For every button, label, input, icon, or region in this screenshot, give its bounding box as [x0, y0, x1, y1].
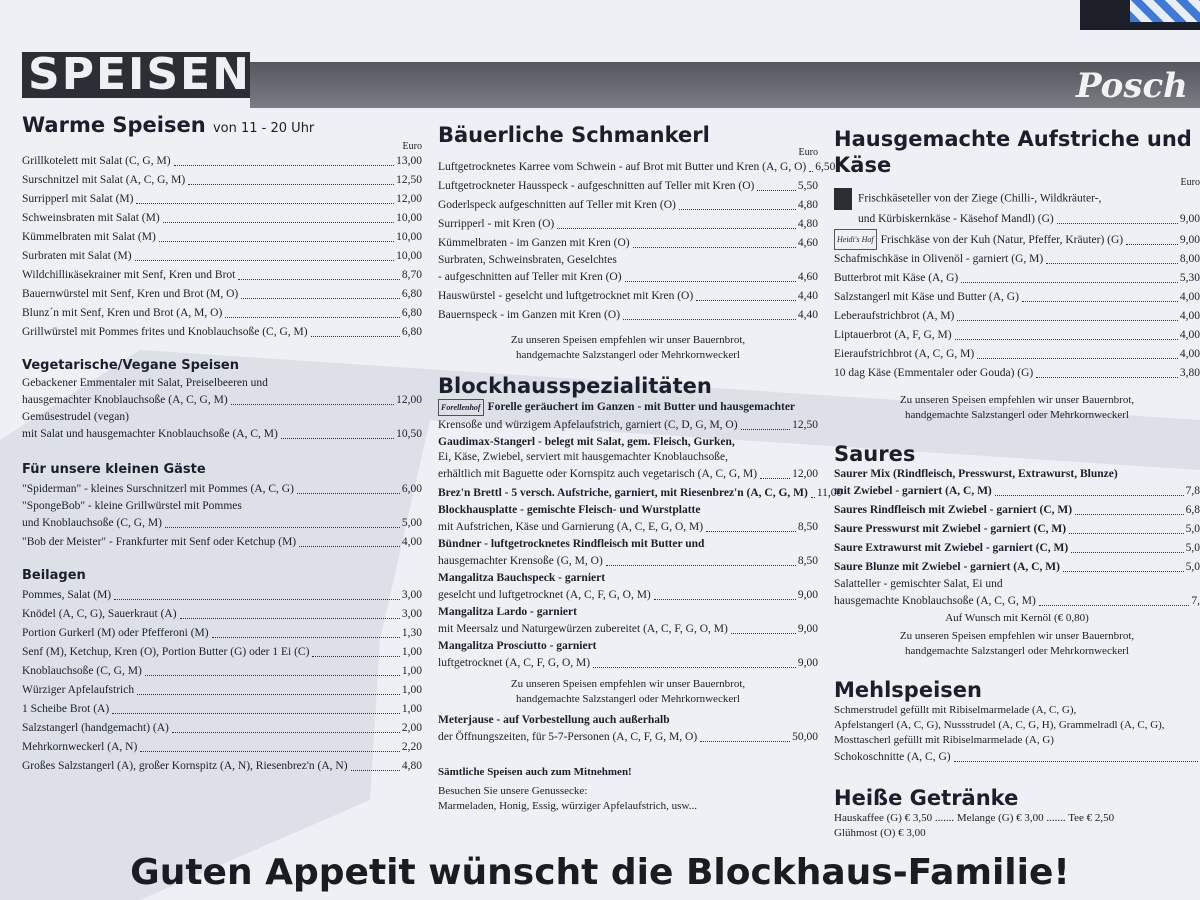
- section-title-getraenke: Heiße Getränke: [834, 786, 1019, 810]
- menu-item: luftgetrocknet (A, C, F, G, O, M) 9,00: [438, 657, 818, 669]
- menu-item: Brez'n Brettl - 5 versch. Aufstriche, garniert, mit Riesenbrez'n (A, C, G, M) 11,00: [438, 487, 843, 499]
- menu-item: mit Aufstrichen, Käse und Garnierung (A, C, E, G, O, M) 8,50: [438, 521, 818, 533]
- menu-item: 10 dag Käse (Emmentaler oder Gouda) (G) 3,80: [834, 367, 1200, 379]
- heidis-hof-logo: Heidi's Hof: [834, 229, 877, 250]
- kernoel-note: Auf Wunsch mit Kernöl (€ 0,80): [945, 612, 1089, 624]
- menu-item: Knoblauchsoße (C, G, M) 1,00: [22, 665, 422, 677]
- menu-item: geselcht und luftgetrocknet (A, C, F, G, O, M) 9,00: [438, 589, 818, 601]
- menu-item-description: Bündner - luftgetrocknetes Rindfleisch mit Butter und: [438, 538, 705, 550]
- menu-item: hausgemachte Knoblauchsoße (A, C, G, M) 7,: [834, 595, 1200, 607]
- menu-item: mit Zwiebel - garniert (A, C, M) 7,8: [834, 485, 1200, 497]
- menu-item: Saures Rindfleisch mit Zwiebel - garniert (C, M) 6,8: [834, 504, 1200, 516]
- forelle-line: Forellenhof Forelle geräuchert im Ganzen - mit Butter und hausgemachter: [438, 399, 818, 416]
- flag-corner: [1130, 0, 1200, 22]
- menu-item: Würziger Apfelaufstrich 1,00: [22, 684, 422, 696]
- menu-item: Salzstangerl (handgemacht) (A) 2,00: [22, 722, 422, 734]
- mehlspeisen-line: Apfelstangerl (A, C, G), Nussstrudel (A, C, G, H), Grammelradl (A, C, G),: [834, 719, 1165, 731]
- menu-item: Mehrkornweckerl (A, N) 2,20: [22, 741, 422, 753]
- menu-item: und Kürbiskernkäse - Käsehof Mandl) (G) 9,00: [858, 213, 1200, 225]
- menu-item: Grillkotelett mit Salat (C, G, M) 13,00: [22, 155, 422, 167]
- menu-item: und Knoblauchsoße (C, G, M) 5,00: [22, 517, 422, 529]
- menu-item: Liptauerbrot (A, F, G, M) 4,00: [834, 329, 1200, 341]
- menu-item: Saure Extrawurst mit Zwiebel - garniert (C, M) 5,0: [834, 542, 1200, 554]
- menu-item: Krensoße und würzigem Apfelaufstrich, garniert (C, D, G, M, O) 12,50: [438, 419, 818, 431]
- aufstriche-list: [834, 250, 1200, 383]
- getraenke-line: Glühmost (O) € 3,00: [834, 827, 926, 839]
- menu-item: 1 Scheibe Brot (A) 1,00: [22, 703, 422, 715]
- unit-label-right: Euro: [1180, 177, 1200, 188]
- column-right: [834, 126, 1200, 841]
- menu-item-description: Mangalitza Prosciutto - garniert: [438, 640, 597, 652]
- takeaway-note: Sämtliche Speisen auch zum Mitnehmen!: [438, 766, 632, 778]
- column-left: [22, 112, 422, 776]
- schmankerl-list: [438, 158, 836, 325]
- warm-list: [22, 152, 422, 342]
- footer-slogan: Guten Appetit wünscht die Blockhaus-Familie!: [130, 852, 1070, 893]
- menu-item: "Spiderman" - kleines Surschnitzerl mit Pommes (A, C, G) 6,00: [22, 483, 422, 495]
- menu-item: Senf (M), Ketchup, Kren (O), Portion Butter (G) oder 1 Ei (C) 1,00: [22, 646, 422, 658]
- genussecke-note: Besuchen Sie unsere Genussecke:: [438, 785, 588, 797]
- saurer-mix-title: Saurer Mix (Rindfleisch, Presswurst, Extrawurst, Blunze): [834, 468, 1118, 480]
- menu-item: Kümmelbraten mit Salat (M) 10,00: [22, 231, 422, 243]
- section-title-vegan: Vegetarische/Vegane Speisen: [22, 358, 240, 373]
- menu-item: Hauswürstel - geselcht und luftgetrocknet mit Kren (O) 4,40: [438, 290, 818, 302]
- genussecke-items: Marmeladen, Honig, Essig, würziger Apfelaufstrich, usw...: [438, 800, 697, 812]
- menu-item: Heidi's Hof Frischkäse von der Kuh (Natur, Pfeffer, Kräuter) (G) 9,00: [834, 229, 1200, 250]
- vegan-list: [22, 376, 422, 444]
- recommend-note: handgemachte Salzstangerl oder Mehrkornweckerl: [905, 645, 1129, 657]
- menu-item: Butterbrot mit Käse (A, G) 5,30: [834, 272, 1200, 284]
- menu-item: Salzstangerl mit Käse und Butter (A, G) 4,00: [834, 291, 1200, 303]
- section-title-aufstriche: Hausgemachte Aufstriche und Käse: [834, 127, 1192, 177]
- section-title-warm: Warme Speisen von 11 - 20 Uhr: [22, 113, 315, 137]
- beilagen-list: [22, 586, 422, 776]
- menu-item: Luftgetrocknetes Karree vom Schwein - auf Brot mit Butter und Kren (A, G, O) 6,50: [438, 161, 836, 173]
- recommend-note: Zu unseren Speisen empfehlen wir unser Bauernbrot,: [899, 630, 1135, 642]
- menu-item: hausgemachter Krensoße (G, M, O) 8,50: [438, 555, 818, 567]
- menu-item: Grillwürstel mit Pommes frites und Knoblauchsoße (C, G, M) 6,80: [22, 326, 422, 338]
- menu-item: Saure Blunze mit Zwiebel - garniert (A, C, M) 5,0: [834, 561, 1200, 573]
- saures-list: [834, 501, 1200, 577]
- menu-item: Kümmelbraten - im Ganzen mit Kren (O) 4,60: [438, 237, 818, 249]
- menu-item: Großes Salzstangerl (A), großer Kornspitz (A, N), Riesenbrez'n (A, N) 4,80: [22, 760, 422, 772]
- menu-item: hausgemachter Knoblauchsoße (A, C, G, M) 12,00: [22, 394, 422, 406]
- menu-item: mit Salat und hausgemachter Knoblauchsoße (A, C, M) 10,50: [22, 428, 422, 440]
- menu-item-description: Surbraten, Schweinsbraten, Geselchtes: [438, 254, 617, 266]
- menu-item-description: Mangalitza Lardo - garniert: [438, 606, 577, 618]
- menu-item: Eieraufstrichbrot (A, C, G, M) 4,00: [834, 348, 1200, 360]
- mehlspeisen-line: Schmerstrudel gefüllt mit Ribiselmarmelade (A, C, G),: [834, 704, 1077, 716]
- recommend-note: Zu unseren Speisen empfehlen wir unser Bauernbrot,: [510, 678, 746, 690]
- section-title-schmankerl: Bäuerliche Schmankerl: [438, 123, 710, 147]
- menu-item-description: Mangalitza Bauchspeck - garniert: [438, 572, 606, 584]
- menu-item: Schokoschnitte (A, C, G): [834, 748, 1200, 767]
- recommend-note: handgemachte Salzstangerl oder Mehrkornweckerl: [905, 409, 1129, 421]
- menu-item: Schafmischkäse in Olivenöl - garniert (G, M) 8,00: [834, 253, 1200, 265]
- recommend-note: Zu unseren Speisen empfehlen wir unser Bauernbrot,: [899, 394, 1135, 406]
- menu-item-description: Blockhausplatte - gemischte Fleisch- und Wurstplatte: [438, 504, 701, 516]
- menu-item: der Öffnungszeiten, für 5-7-Personen (A, C, F, G, M, O) 50,00: [438, 731, 818, 743]
- menu-item: Goderlspeck aufgeschnitten auf Teller mit Kren (O) 4,80: [438, 199, 818, 211]
- menu-item: Wildchilliкäsekrainer mit Senf, Kren und Brot 8,70: [22, 269, 422, 281]
- column-middle: [438, 122, 843, 814]
- section-title-mehlspeisen: Mehlspeisen: [834, 678, 982, 702]
- menu-item: Saure Presswurst mit Zwiebel - garniert (C, M) 5,0: [834, 523, 1200, 535]
- recommend-note: handgemachte Salzstangerl oder Mehrkornweckerl: [516, 349, 740, 361]
- recommend-note: Zu unseren Speisen empfehlen wir unser Bauernbrot,: [510, 334, 746, 346]
- menu-item: Bauernwürstel mit Senf, Kren und Brot (M, O) 6,80: [22, 288, 422, 300]
- unit-label-middle: Euro: [798, 147, 818, 158]
- menu-item: Leberaufstrichbrot (A, M) 4,00: [834, 310, 1200, 322]
- menu-item: Surbraten mit Salat (M) 10,00: [22, 250, 422, 262]
- menu-item: Pommes, Salat (M) 3,00: [22, 589, 422, 601]
- menu-item: Luftgetrockneter Hausspeck - aufgeschnitten auf Teller mit Kren (O) 5,50: [438, 180, 818, 192]
- kids-list: [22, 480, 422, 552]
- menu-item: "Bob der Meister" - Frankfurter mit Senf oder Ketchup (M) 4,00: [22, 536, 422, 548]
- warm-subtitle: von 11 - 20 Uhr: [212, 121, 315, 136]
- menu-item: - aufgeschnitten auf Teller mit Kren (O) 4,60: [438, 271, 818, 283]
- logo: Posch: [1076, 66, 1188, 106]
- menu-item-description: Gebackener Emmentaler mit Salat, Preiselbeeren und: [22, 377, 268, 389]
- menu-item: Surripperl mit Salat (M) 12,00: [22, 193, 422, 205]
- header-bar: [250, 62, 1200, 108]
- section-title-block: Blockhausspezialitäten: [438, 374, 712, 398]
- menu-item: Knödel (A, C, G), Sauerkraut (A) 3,00: [22, 608, 422, 620]
- menu-item: Portion Gurkerl (M) oder Pfefferoni (M) 1,30: [22, 627, 422, 639]
- block-list: [438, 435, 843, 673]
- page-title: SPEISEN: [22, 52, 250, 98]
- menu-item: erhältlich mit Baguette oder Kornspitz auch vegetarisch (A, C, G, M) 12,00: [438, 468, 818, 480]
- section-title-saures: Saures: [834, 442, 916, 466]
- mehlspeisen-line: Mosttascherl gefüllt mit Ribiselmarmelade (A, G): [834, 734, 1054, 746]
- menu-item-description: Gemüsestrudel (vegan): [22, 411, 129, 423]
- menu-item-description: Ei, Käse, Zwiebel, serviert mit hausgemachter Knoblauchsoße,: [438, 451, 728, 463]
- menu-item: Schweinsbraten mit Salat (M) 10,00: [22, 212, 422, 224]
- menu-item: mit Meersalz und Naturgewürzen zubereitet (A, C, F, G, O, M) 9,00: [438, 623, 818, 635]
- getraenke-line: Hauskaffee (G) € 3,50 ....... Melange (G) € 3,00 ....... Tee € 2,50: [834, 812, 1115, 824]
- section-title-kids: Für unsere kleinen Gäste: [22, 462, 206, 477]
- forellenhof-logo: Forellenhof: [438, 399, 484, 416]
- recommend-note: handgemachte Salzstangerl oder Mehrkornweckerl: [516, 693, 740, 705]
- menu-item: Blunz´n mit Senf, Kren und Brot (A, M, O) 6,80: [22, 307, 422, 319]
- menu-item: Bauernspeck - im Ganzen mit Kren (O) 4,40: [438, 309, 818, 321]
- menu-item: Surschnitzel mit Salat (A, C, G, M) 12,50: [22, 174, 422, 186]
- menu-item-description: "SpongeBob" - kleine Grillwürstel mit Pommes: [22, 500, 242, 512]
- meterjause-title: Meterjause - auf Vorbestellung auch außerhalb: [438, 714, 670, 726]
- unit-label: Euro: [402, 141, 422, 152]
- goat-cheese-line: Frischkäseteller von der Ziege (Chilli-, Wildkräuter-,: [834, 188, 1200, 210]
- salatteller-title: Salatteller - gemischter Salat, Ei und: [834, 578, 1003, 590]
- section-title-beilagen: Beilagen: [22, 568, 86, 583]
- menu-item: Surripperl - mit Kren (O) 4,80: [438, 218, 818, 230]
- goat-icon: [834, 188, 852, 210]
- menu-item-description: Gaudimax-Stangerl - belegt mit Salat, gem. Fleisch, Gurken,: [438, 436, 735, 448]
